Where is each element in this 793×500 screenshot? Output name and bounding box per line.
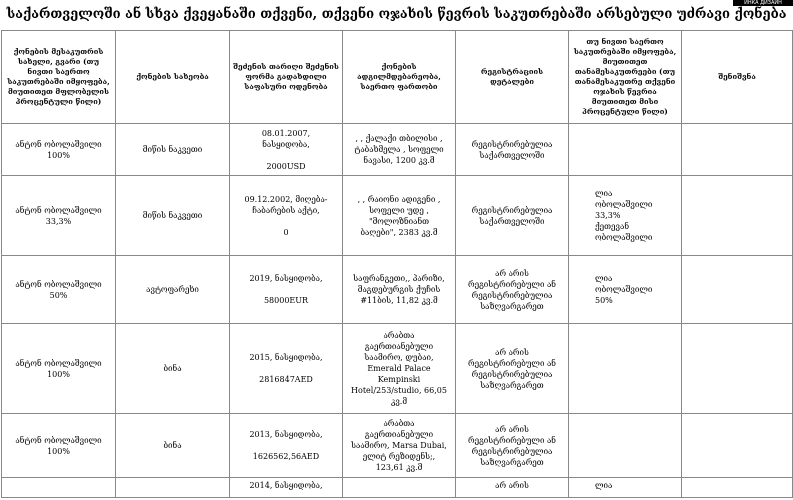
header-acquisition: შეძენის თარიღი შეძენის ფორმა გადახდილი საფასური ოდენობა bbox=[230, 31, 343, 124]
location-line: კვ.მ bbox=[390, 397, 408, 406]
registration-line: რეგისტრირებულია bbox=[471, 139, 553, 149]
location-line: Hotel/253/studio, 66,05 bbox=[351, 386, 447, 395]
registration-line: რეგისტრირებული ან bbox=[468, 279, 556, 289]
registration-line: რეგისტრირებული ან bbox=[468, 358, 556, 368]
acquisition-gap bbox=[233, 363, 339, 374]
cell-co-owners bbox=[569, 124, 682, 176]
location-line: საამირო, Marsa Dubai, bbox=[351, 441, 447, 450]
acquisition-gap bbox=[233, 216, 339, 227]
cell-owner bbox=[2, 414, 116, 478]
cell-acquisition bbox=[230, 324, 343, 414]
owner-name: ანტონ ობოლაშვილი bbox=[15, 279, 102, 289]
cell-acquisition bbox=[230, 478, 343, 498]
registration-line: რეგისტრირებულია bbox=[471, 446, 553, 456]
registration-line: საზღვარგარეთ bbox=[480, 457, 544, 467]
owner-name: ანტონ ობოლაშვილი bbox=[15, 435, 102, 445]
cell-note bbox=[682, 176, 793, 256]
property-table bbox=[1, 30, 793, 498]
cell-co-owners bbox=[569, 478, 682, 498]
co-owner-line: ლია bbox=[595, 189, 613, 198]
registration-line: არ არის bbox=[495, 268, 529, 278]
cell-co-owners bbox=[569, 324, 682, 414]
location-line: გაერთიანებული bbox=[364, 342, 434, 351]
location-line: ბაღები", 2383 კვ.მ bbox=[360, 227, 438, 237]
co-owner-line: ლია bbox=[595, 274, 613, 283]
location-line: ტაბახმელა , სოფელი bbox=[354, 145, 444, 154]
cell-location bbox=[343, 324, 456, 414]
location-line: #11ბის, 11,82 კვ.მ bbox=[360, 296, 438, 305]
registration-line: საზღვარგარეთ bbox=[480, 301, 544, 311]
table-row bbox=[2, 124, 793, 176]
acquisition-date: 2019, ნასყიდობა, bbox=[249, 274, 323, 283]
cell-location bbox=[343, 414, 456, 478]
registration-line: არ არის bbox=[495, 347, 529, 357]
location-line: საამირო, დუბაი, bbox=[364, 353, 434, 362]
cell-owner bbox=[2, 124, 116, 176]
registration-line: რეგისტრირებულია bbox=[471, 290, 553, 300]
cell-location bbox=[343, 176, 456, 256]
registration-line: არ არის bbox=[495, 481, 529, 490]
acquisition-price: 58000EUR bbox=[263, 296, 309, 305]
registration-line: არ არის bbox=[495, 424, 529, 434]
co-owner-line: ობოლაშვილი bbox=[595, 233, 653, 242]
acquisition-gap bbox=[233, 440, 339, 451]
cell-type: ბინა bbox=[116, 414, 230, 478]
header-registration: რეგისტრაციის დეტალები bbox=[456, 31, 569, 124]
acquisition-gap bbox=[233, 150, 339, 161]
table-row bbox=[2, 324, 793, 414]
cell-registration bbox=[456, 478, 569, 498]
location-line: Kempinski bbox=[377, 375, 421, 384]
cell-owner bbox=[2, 256, 116, 324]
cell-acquisition bbox=[230, 176, 343, 256]
cell-co-owners bbox=[569, 176, 682, 256]
table-row bbox=[2, 176, 793, 256]
acquisition-date: 08.01.2007, bbox=[261, 128, 311, 138]
cell-type bbox=[116, 478, 230, 498]
cell-acquisition bbox=[230, 256, 343, 324]
co-owner-line: 33,3% bbox=[595, 211, 621, 220]
acquisition-form: ჩაბარების აქტი, bbox=[252, 205, 320, 215]
location-line: არაბთა bbox=[383, 419, 415, 428]
corner-tag: ИНКА ДИЗАЙН bbox=[733, 0, 793, 6]
header-co-owners: თუ ნივთი საერთო საკუთრებაში იმყოფება, მიუთითეთ თანამესაკუთრეები (თუ თანამესაკუთრე თქვენი ოჯახის წევრია მიუთითეთ მისი პროცენტული წილი) bbox=[569, 31, 682, 124]
acquisition-price: 0 bbox=[283, 227, 289, 237]
cell-location bbox=[343, 256, 456, 324]
cell-co-owners bbox=[569, 256, 682, 324]
location-line: საფრანგეთი,, პარიზი, bbox=[353, 274, 445, 283]
cell-location bbox=[343, 478, 456, 498]
table-row bbox=[2, 478, 793, 498]
acquisition-date: 2013, ნასყიდობა, bbox=[249, 430, 323, 439]
location-line: სოფელი უდე , bbox=[369, 205, 429, 215]
header-type: ქონების სახეობა bbox=[116, 31, 230, 124]
owner-name: ანტონ ობოლაშვილი bbox=[15, 139, 102, 149]
acquisition-price: 2000USD bbox=[266, 161, 306, 171]
location-line: გაერთიანებული bbox=[364, 430, 434, 439]
owner-share: 100% bbox=[47, 369, 70, 379]
registration-line: საზღვარგარეთ bbox=[480, 380, 544, 390]
location-line: ნავასი, 1200 კვ.მ bbox=[363, 156, 435, 165]
cell-co-owners bbox=[569, 414, 682, 478]
cell-location bbox=[343, 124, 456, 176]
location-line: , , ქალაქი თბილისი , bbox=[355, 134, 443, 143]
table-row bbox=[2, 414, 793, 478]
cell-note bbox=[682, 124, 793, 176]
co-owner-line: ლია bbox=[595, 481, 613, 490]
acquisition-price: 2816847AED bbox=[259, 375, 313, 384]
cell-registration bbox=[456, 176, 569, 256]
acquisition-form: ნასყიდობა, bbox=[262, 139, 310, 149]
owner-share: 33,3% bbox=[45, 216, 72, 226]
location-line: , , რაიონი ადიგენი , bbox=[357, 194, 441, 204]
location-line: ელიტ რეზიდენს;, bbox=[362, 452, 436, 461]
registration-line: რეგისტრირებულია bbox=[471, 205, 553, 215]
cell-note bbox=[682, 256, 793, 324]
registration-line: საქართველოში bbox=[479, 150, 545, 160]
document-title: საქართველოში ან სხვა ქვეყანაში თქვენი, თქვენი ოჯახის წევრის საკუთრებაში არსებული უძრავი ქონება bbox=[6, 7, 787, 22]
acquisition-date: 2015, ნასყიდობა, bbox=[249, 353, 323, 362]
cell-type: ავტოფარეხი bbox=[116, 256, 230, 324]
acquisition-gap bbox=[233, 284, 339, 295]
cell-acquisition bbox=[230, 124, 343, 176]
location-line: მაგდებურგის ქუჩის bbox=[357, 285, 441, 294]
co-owner-line: ობოლაშვილი bbox=[595, 200, 653, 209]
cell-acquisition bbox=[230, 414, 343, 478]
location-line: "მოლოზნიანთ bbox=[368, 216, 430, 226]
location-line: არაბთა bbox=[383, 331, 415, 340]
registration-line: რეგისტრირებულია bbox=[471, 369, 553, 379]
co-owner-line: 50% bbox=[595, 296, 613, 305]
header-location: ქონების ადგილმდებარეობა, საერთო ფართობი bbox=[343, 31, 456, 124]
cell-registration bbox=[456, 324, 569, 414]
cell-registration bbox=[456, 414, 569, 478]
cell-owner bbox=[2, 324, 116, 414]
cell-owner bbox=[2, 478, 116, 498]
cell-note bbox=[682, 414, 793, 478]
owner-name: ანტონ ობოლაშვილი bbox=[15, 358, 102, 368]
cell-note bbox=[682, 324, 793, 414]
location-line: Emerald Palace bbox=[367, 364, 431, 373]
registration-line: საქართველოში bbox=[479, 216, 545, 226]
cell-registration bbox=[456, 256, 569, 324]
location-line: 123,61 კვ.მ bbox=[375, 463, 423, 472]
table-row bbox=[2, 256, 793, 324]
acquisition-date: 09.12.2002, მიღება- bbox=[244, 194, 328, 204]
header-owner: ქონების მესაკუთრის სახელი, გვარი (თუ ნივთი საერთო საკუთრებაში იმყოფება, მიუთითეთ მფლობელის პროცენტული წილი) bbox=[2, 31, 116, 124]
acquisition-date: 2014, ნასყიდობა, bbox=[249, 481, 323, 490]
co-owner-line: ქეთევან bbox=[595, 222, 630, 231]
cell-type: მიწის ნაკვეთი bbox=[116, 124, 230, 176]
registration-line: რეგისტრირებული ან bbox=[468, 435, 556, 445]
owner-share: 100% bbox=[47, 446, 70, 456]
cell-owner bbox=[2, 176, 116, 256]
owner-share: 50% bbox=[49, 290, 68, 300]
owner-share: 100% bbox=[47, 150, 70, 160]
acquisition-price: 1626562,56AED bbox=[252, 452, 320, 461]
header-note: შენიშვნა bbox=[682, 31, 793, 124]
owner-name: ანტონ ობოლაშვილი bbox=[15, 205, 102, 215]
co-owner-line: ობოლაშვილი bbox=[595, 285, 653, 294]
cell-note bbox=[682, 478, 793, 498]
cell-type: ბინა bbox=[116, 324, 230, 414]
table-header-row bbox=[2, 31, 793, 124]
cell-registration bbox=[456, 124, 569, 176]
cell-type: მიწის ნაკვეთი bbox=[116, 176, 230, 256]
